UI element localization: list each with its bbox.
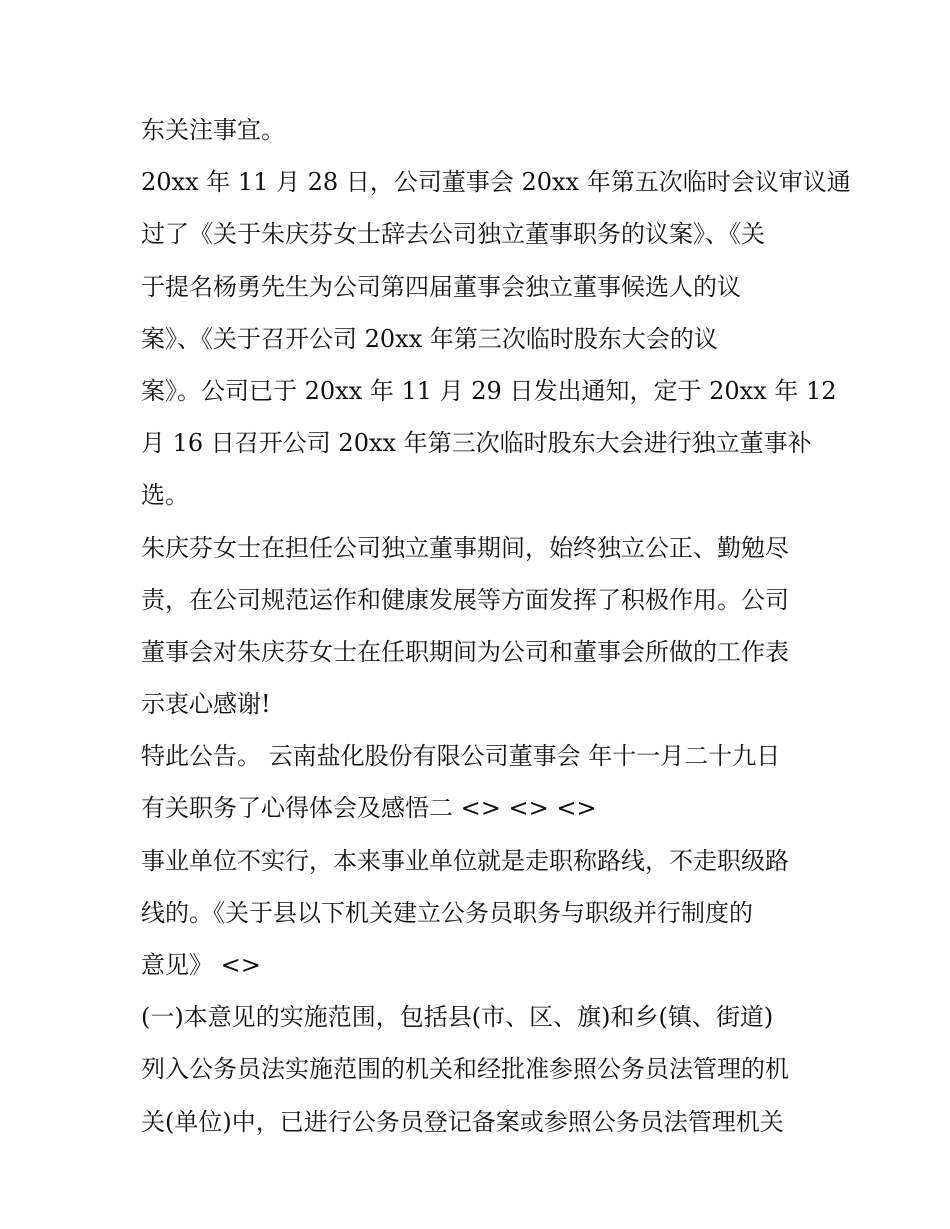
- text-line: 事业单位不实行，本来事业单位就是走职称路线，不走职级路: [141, 846, 789, 875]
- text-line: 于提名杨勇先生为公司第四届董事会独立董事候选人的议: [141, 272, 741, 301]
- text-line: 东关注事宜。: [141, 116, 285, 144]
- text-line: 选。: [141, 481, 189, 510]
- text-line: 列入公务员法实施范围的机关和经批准参照公务员法管理的机: [141, 1055, 789, 1084]
- text-line: 案》、《关于召开公司 20xx 年第三次临时股东大会的议: [141, 324, 718, 353]
- text-line: 20xx 年 11 月 28 日，公司董事会 20xx 年第五次临时会议审议通: [141, 168, 851, 197]
- text-line: 有关职务了心得体会及感悟二 <> <> <>: [141, 794, 597, 823]
- text-line: 月 16 日召开公司 20xx 年第三次临时股东大会进行独立董事补: [141, 429, 812, 458]
- text-line: (一)本意见的实施范围，包括县(市、区、旗)和乡(镇、街道): [141, 1003, 774, 1032]
- document-body: [141, 104, 851, 1148]
- text-line: 意见》 <>: [141, 951, 261, 979]
- text-line: 特此公告。 云南盐化股份有限公司董事会 年十一月二十九日: [141, 742, 781, 771]
- text-line: 过了《关于朱庆芬女士辞去公司独立董事职务的议案》、《关: [141, 220, 765, 249]
- text-line: 朱庆芬女士在担任公司独立董事期间，始终独立公正、勤勉尽: [141, 533, 789, 562]
- text-line: 案》。公司已于 20xx 年 11 月 29 日发出通知，定于 20xx 年 12: [141, 376, 837, 405]
- text-line: 关(单位)中，已进行公务员登记备案或参照公务员法管理机关: [141, 1107, 784, 1136]
- text-line: 示衷心感谢!: [141, 690, 271, 719]
- text-line: 责，在公司规范运作和健康发展等方面发挥了积极作用。公司: [141, 585, 789, 614]
- text-line: 线的。《关于县以下机关建立公务员职务与职级并行制度的: [141, 898, 753, 927]
- text-line: 董事会对朱庆芬女士在任职期间为公司和董事会所做的工作表: [141, 637, 789, 666]
